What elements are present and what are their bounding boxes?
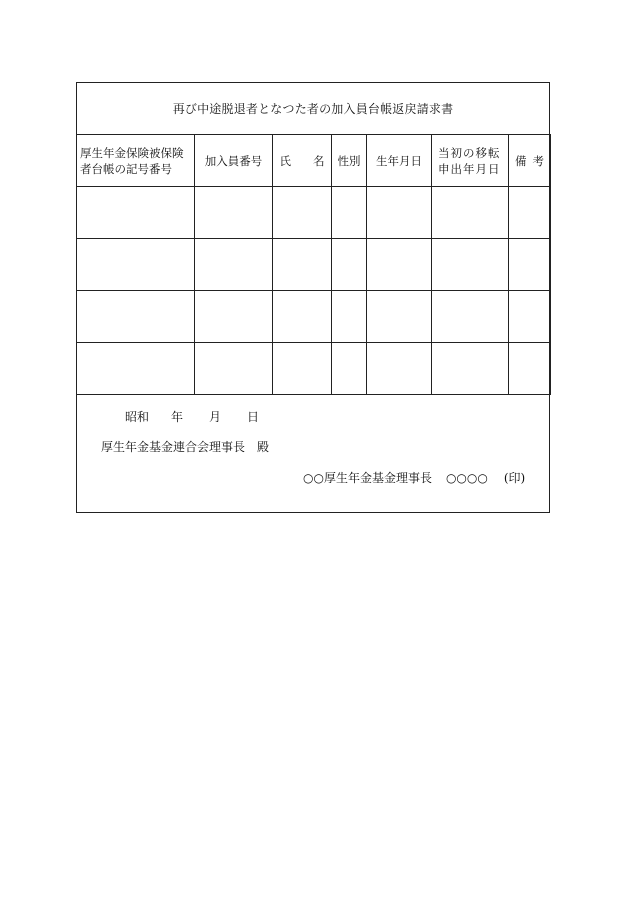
- table-row: [77, 291, 551, 343]
- sender: [303, 469, 525, 486]
- table-cell[interactable]: [367, 187, 432, 239]
- addressee: 厚生年金基金連合会理事長 殿: [101, 440, 270, 454]
- honorific: 殿: [257, 440, 270, 454]
- header-name: 氏 名: [273, 135, 332, 187]
- table-row: [77, 187, 551, 239]
- table-cell[interactable]: [273, 291, 332, 343]
- table-cell[interactable]: [273, 343, 332, 395]
- sender-title: ○○厚生年金基金理事長: [303, 471, 432, 485]
- table-cell[interactable]: [195, 187, 273, 239]
- table-cell[interactable]: [332, 187, 367, 239]
- date-line: [125, 408, 259, 425]
- table-cell[interactable]: [273, 239, 332, 291]
- table-row: [77, 239, 551, 291]
- table-cell[interactable]: [195, 239, 273, 291]
- header-gender: 性別: [332, 135, 367, 187]
- table-cell[interactable]: [367, 291, 432, 343]
- table-cell[interactable]: [367, 343, 432, 395]
- era-label: 昭和: [125, 410, 150, 424]
- header-insured-number: 厚生年金保険被保険 者台帳の記号番号: [77, 135, 195, 187]
- table-cell[interactable]: [77, 291, 195, 343]
- header-member-number: 加入員番号: [195, 135, 273, 187]
- year-label: 年: [171, 410, 184, 424]
- seal-mark: (印): [503, 471, 526, 485]
- table-cell[interactable]: [332, 291, 367, 343]
- table-cell[interactable]: [509, 239, 551, 291]
- table-cell[interactable]: [432, 291, 509, 343]
- table-cell[interactable]: [77, 187, 195, 239]
- table-cell[interactable]: [332, 343, 367, 395]
- header-transfer-date: 当初の移転 申出年月日: [432, 135, 509, 187]
- table-cell[interactable]: [195, 291, 273, 343]
- table-row: [77, 343, 551, 395]
- table-cell[interactable]: [509, 187, 551, 239]
- month-label: 月: [209, 410, 222, 424]
- entry-table: [76, 134, 551, 395]
- table-cell[interactable]: [273, 187, 332, 239]
- form-footer: [77, 391, 549, 513]
- table-cell[interactable]: [509, 343, 551, 395]
- header-birthdate: 生年月日: [367, 135, 432, 187]
- table-cell[interactable]: [332, 239, 367, 291]
- day-label: 日: [247, 410, 260, 424]
- sender-name: ○○○○: [445, 471, 488, 485]
- form-title: 再び中途脱退者となつた者の加入員台帳返戻請求書: [77, 83, 549, 135]
- header-remarks: 備 考: [509, 135, 551, 187]
- table-cell[interactable]: [432, 187, 509, 239]
- table-cell[interactable]: [77, 239, 195, 291]
- table-cell[interactable]: [367, 239, 432, 291]
- table-cell[interactable]: [432, 239, 509, 291]
- request-form: [76, 82, 550, 513]
- table-cell[interactable]: [195, 343, 273, 395]
- table-cell[interactable]: [77, 343, 195, 395]
- table-cell[interactable]: [432, 343, 509, 395]
- table-cell[interactable]: [509, 291, 551, 343]
- header-row: [77, 135, 551, 187]
